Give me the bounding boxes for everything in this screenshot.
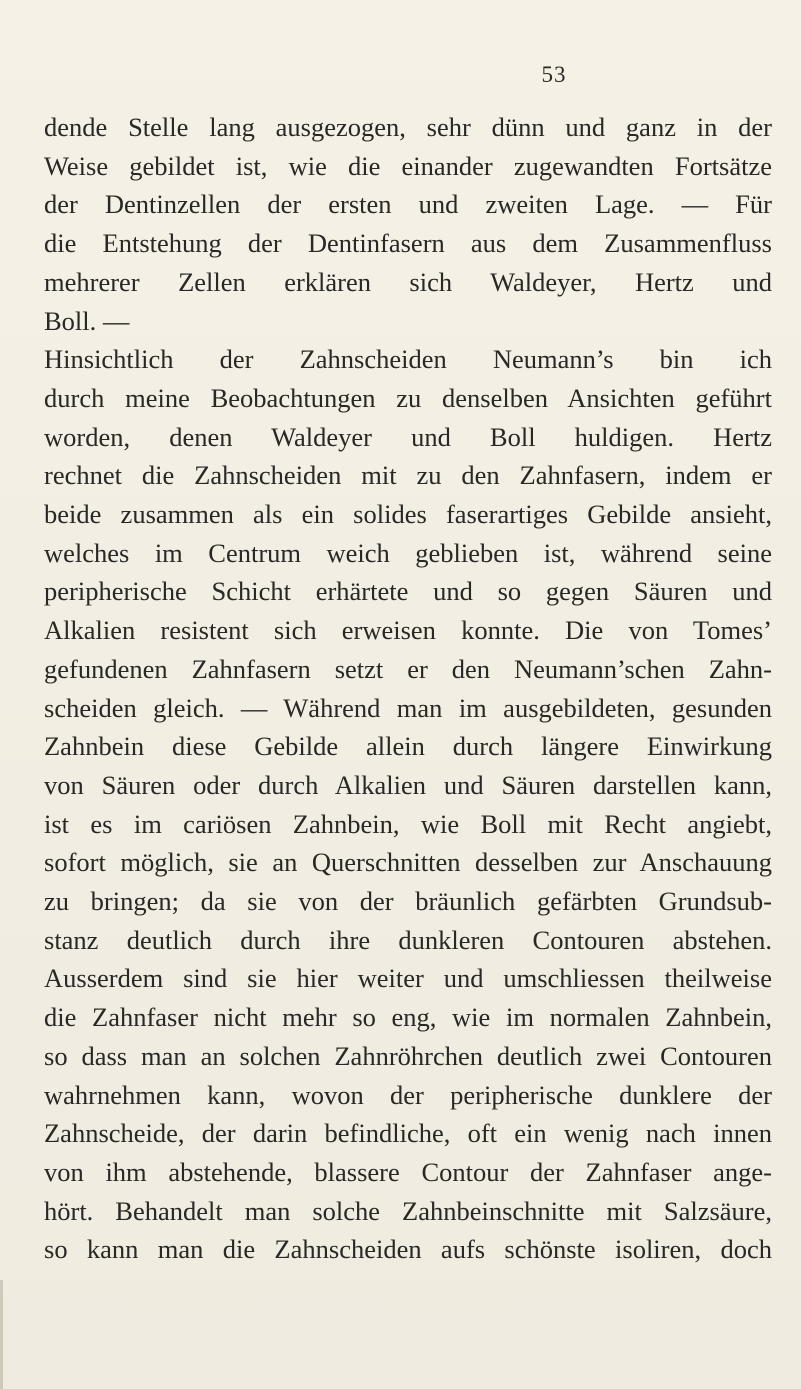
text-line-15: gefundenen Zahnfasern setzt er den Neumann’schen Zahn-: [44, 653, 772, 684]
text-line-22: stanz deutlich durch ihre dunkleren Contouren abstehen.: [44, 924, 772, 955]
text-line-28: von ihm abstehende, blassere Contour der Zahnfaser ange-: [44, 1156, 772, 1187]
text-line-9: worden, denen Waldeyer und Boll huldigen. Hertz: [44, 421, 772, 452]
text-line-27: Zahnscheide, der darin befindliche, oft ein wenig nach innen: [44, 1118, 772, 1149]
text-line-1: dende Stelle lang ausgezogen, sehr dünn und ganz in der: [44, 112, 772, 142]
text-line-18: von Säuren oder durch Alkalien und Säuren darstellen kann,: [44, 769, 772, 800]
text-line-2: Weise gebildet ist, wie die einander zugewandten Fortsätze: [44, 150, 772, 181]
body-text: [44, 108, 772, 1269]
page-number: 53: [541, 62, 567, 87]
text-line-23: Ausserdem sind sie hier weiter und umschliessen theilweise: [44, 963, 772, 994]
text-line-14: Alkalien resistent sich erweisen konnte. Die von Tomes’: [44, 615, 772, 646]
text-line-7: Hinsichtlich der Zahnscheiden Neumann’s bin ich: [44, 344, 772, 375]
text-line-13: peripherische Schicht erhärtete und so gegen Säuren und: [44, 576, 772, 607]
text-line-3: der Dentinzellen der ersten und zweiten Lage. — Für: [44, 189, 772, 220]
text-line-5: mehrerer Zellen erklären sich Waldeyer, Hertz und: [44, 266, 772, 297]
text-line-25: so dass man an solchen Zahnröhrchen deutlich zwei Contouren: [44, 1040, 772, 1071]
text-line-16: scheiden gleich. — Während man im ausgebildeten, gesunden: [44, 692, 772, 723]
text-line-24: die Zahnfaser nicht mehr so eng, wie im normalen Zahnbein,: [44, 1002, 772, 1033]
text-line-26: wahrnehmen kann, wovon der peripherische dunklere der: [44, 1079, 772, 1110]
text-line-6: Boll. —: [44, 305, 130, 336]
page-edge-shadow: [0, 1280, 3, 1389]
text-line-21: zu bringen; da sie von der bräunlich gefärbten Grundsub-: [44, 886, 772, 917]
text-line-29: hört. Behandelt man solche Zahnbeinschnitte mit Salzsäure,: [44, 1195, 772, 1226]
text-line-19: ist es im cariösen Zahnbein, wie Boll mit Recht angiebt,: [44, 808, 772, 839]
text-line-30: so kann man die Zahnscheiden aufs schönste isoliren, doch: [44, 1234, 772, 1265]
text-line-20: sofort möglich, sie an Querschnitten desselben zur Anschauung: [44, 847, 772, 878]
text-line-8: durch meine Beobachtungen zu denselben Ansichten geführt: [44, 382, 772, 413]
text-line-12: welches im Centrum weich geblieben ist, während seine: [44, 537, 772, 568]
text-line-10: rechnet die Zahnscheiden mit zu den Zahnfasern, indem er: [44, 460, 772, 491]
text-line-4: die Entstehung der Dentinfasern aus dem Zusammenfluss: [44, 228, 772, 259]
text-line-11: beide zusammen als ein solides faserartiges Gebilde ansieht,: [44, 499, 772, 530]
text-line-17: Zahnbein diese Gebilde allein durch längere Einwirkung: [44, 731, 772, 762]
